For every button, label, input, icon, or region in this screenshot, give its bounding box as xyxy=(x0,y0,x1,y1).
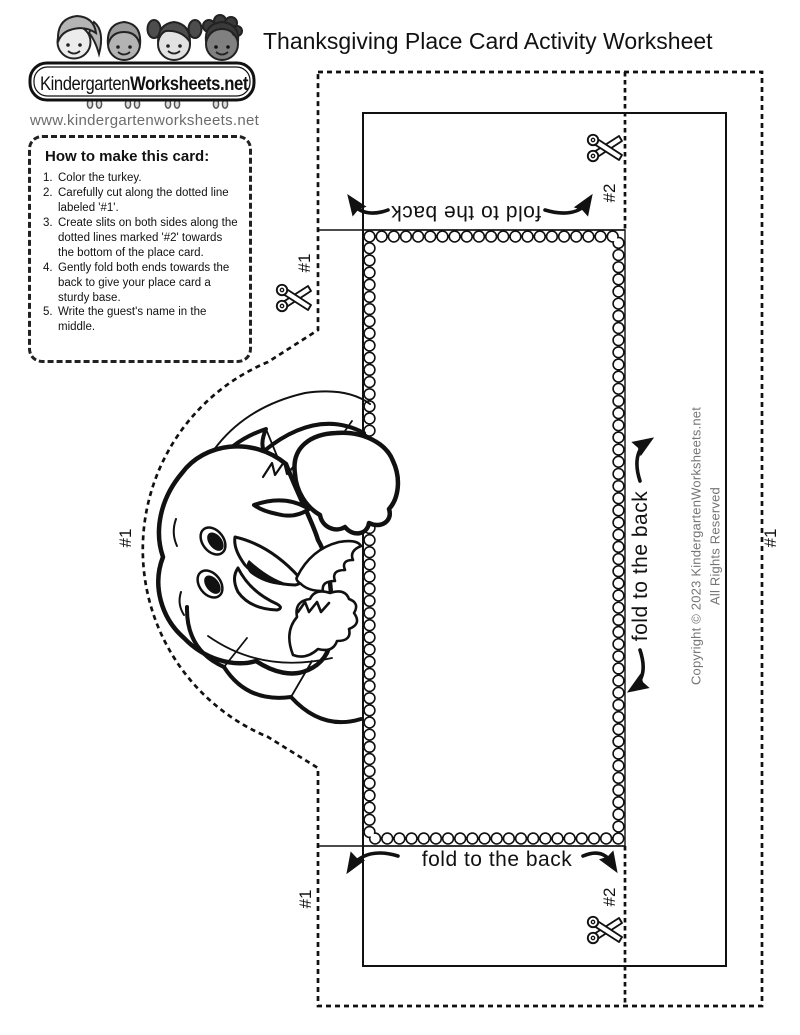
fold-arrow xyxy=(583,853,620,872)
rights-text: All Rights Reserved xyxy=(707,487,723,605)
brand-text-bold: Worksheets.net xyxy=(130,74,250,95)
turkey-illustration xyxy=(158,391,398,722)
cut-label-2-top-right: #2 xyxy=(600,183,619,203)
scissors-icon xyxy=(588,917,622,943)
fold-arrow xyxy=(628,650,646,695)
fold-label-bottom: fold to the back xyxy=(421,848,573,871)
instruction-step: 5. Write the guest's name in the middle. xyxy=(43,306,207,334)
fold-arrow xyxy=(545,195,595,213)
scallop-border xyxy=(370,237,619,839)
scissors-icon xyxy=(277,285,311,311)
fold-arrow xyxy=(345,195,388,213)
fold-arrows xyxy=(344,195,653,873)
instruction-step: 3. Create slits on both sides along the dotted lines marked '#2' towards the bottom of the place card. xyxy=(43,216,238,259)
fold-label-top: fold to the back xyxy=(390,201,542,224)
cut-label-2-bottom-right: #2 xyxy=(600,887,619,907)
instruction-step: 1. Color the turkey. xyxy=(43,172,142,184)
cut-label-1-mid-right: #1 xyxy=(761,528,780,548)
page-title: Thanksgiving Place Card Activity Worksheet xyxy=(263,28,713,54)
instructions-title: How to make this card: xyxy=(45,148,210,165)
fold-arrow xyxy=(635,435,653,481)
instruction-step: 2. Carefully cut along the dotted line labeled '#1'. xyxy=(43,186,229,214)
cut-label-1-bottom-left: #1 xyxy=(296,889,315,909)
fold-label-right: fold to the back xyxy=(629,490,652,642)
scissors-icon xyxy=(588,135,622,161)
cut-label-1-top-left: #1 xyxy=(295,253,314,273)
copyright-text: Copyright © 2023 KindergartenWorksheets.net xyxy=(688,406,704,686)
cut-label-1-mid-left: #1 xyxy=(116,528,135,548)
card-face-frame xyxy=(363,230,625,846)
fold-arrow xyxy=(344,853,398,873)
instruction-step: 4. Gently fold both ends towards the back to give your place card a sturdy base. xyxy=(43,261,230,304)
brand-text-light: Kindergarten xyxy=(40,74,130,95)
site-url: www.kindergartenworksheets.net xyxy=(30,112,260,129)
